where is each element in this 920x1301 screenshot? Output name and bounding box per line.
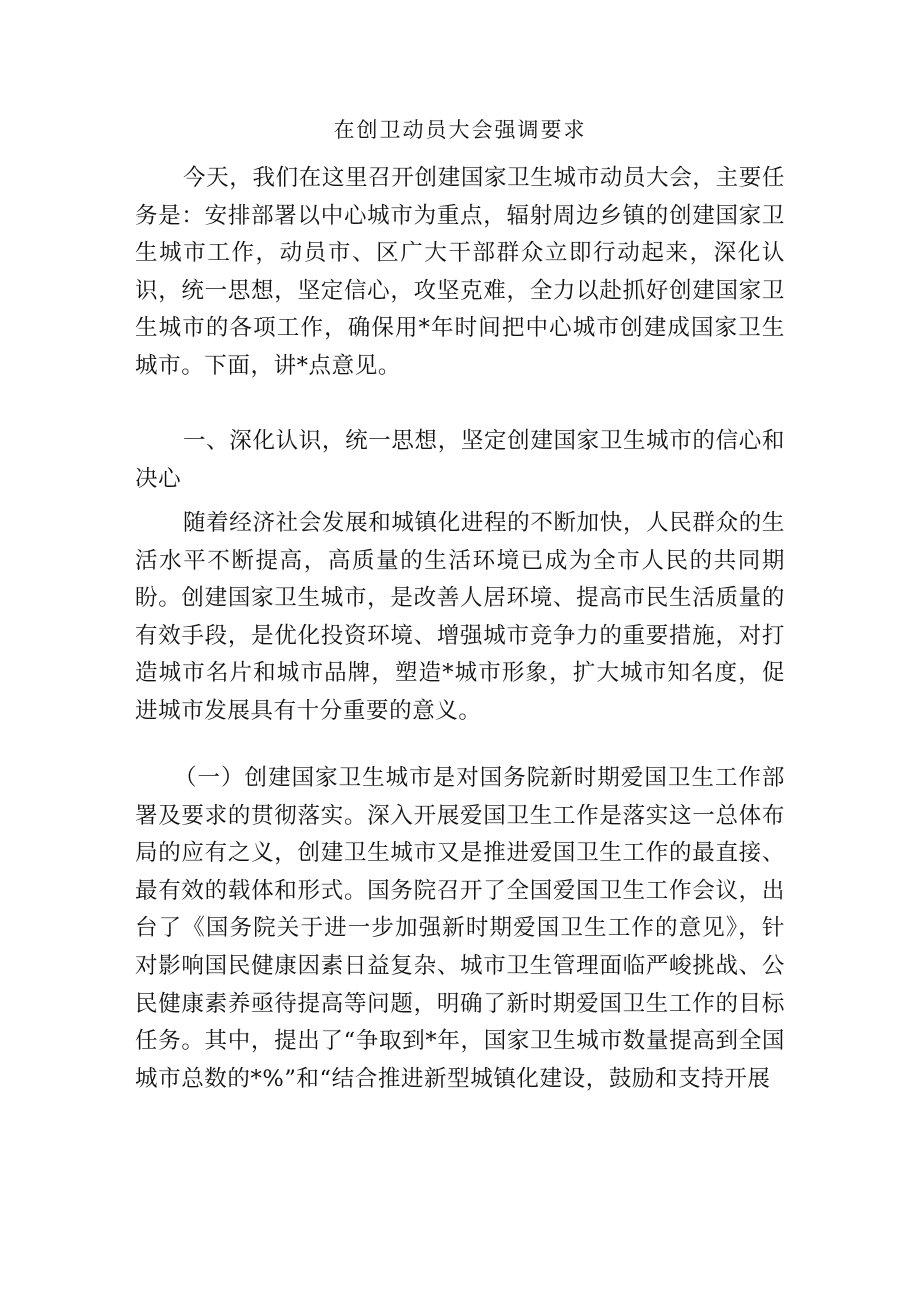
document-title: 在创卫动员大会强调要求 bbox=[333, 118, 587, 142]
paragraph-intro: 今天，我们在这里召开创建国家卫生城市动员大会，主要任务是：安排部署以中心城市为重点，辐射周边乡镇的创建国家卫生城市工作，动员市、区广大干部群众立即行动起来，深化认识，统一思想，坚定信心，攻坚克难，全力以赴抓好创建国家卫生城市的各项工作，确保用*年时间把中心城市创建成国家卫生城市。下面，讲*点意见。 bbox=[135, 165, 785, 379]
paragraph-significance: 随着经济社会发展和城镇化进程的不断加快，人民群众的生活水平不断提高，高质量的生活环境已成为全市人民的共同期盼。创建国家卫生城市，是改善人居环境、提高市民生活质量的有效手段，是优化投资环境、增强城市竞争力的重要措施，对打造城市名片和城市品牌，塑造*城市形象，扩大城市知名度，促进城市发展具有十分重要的意义。 bbox=[135, 510, 785, 724]
paragraph-subsection-1: （一）创建国家卫生城市是对国务院新时期爱国卫生工作部署及要求的贯彻落实。深入开展爱国卫生工作是落实这一总体布局的应有之义，创建卫生城市又是推进爱国卫生工作的最直接、最有效的载体和形式。国务院召开了全国爱国卫生工作会议，出台了《国务院关于进一步加强新时期爱国卫生工作的意见》，针对影响国民健康因素日益复杂、城市卫生管理面临严峻挑战、公民健康素养亟待提高等问题，明确了新时期爱国卫生工作的目标任务。其中，提出了“争取到*年，国家卫生城市数量提高到全国城市总数的*%”和“结合推进新型城镇化建设，鼓励和支持开展 bbox=[135, 765, 785, 1092]
section-heading-1: 一、深化认识，统一思想，坚定创建国家卫生城市的信心和决心 bbox=[135, 428, 785, 492]
